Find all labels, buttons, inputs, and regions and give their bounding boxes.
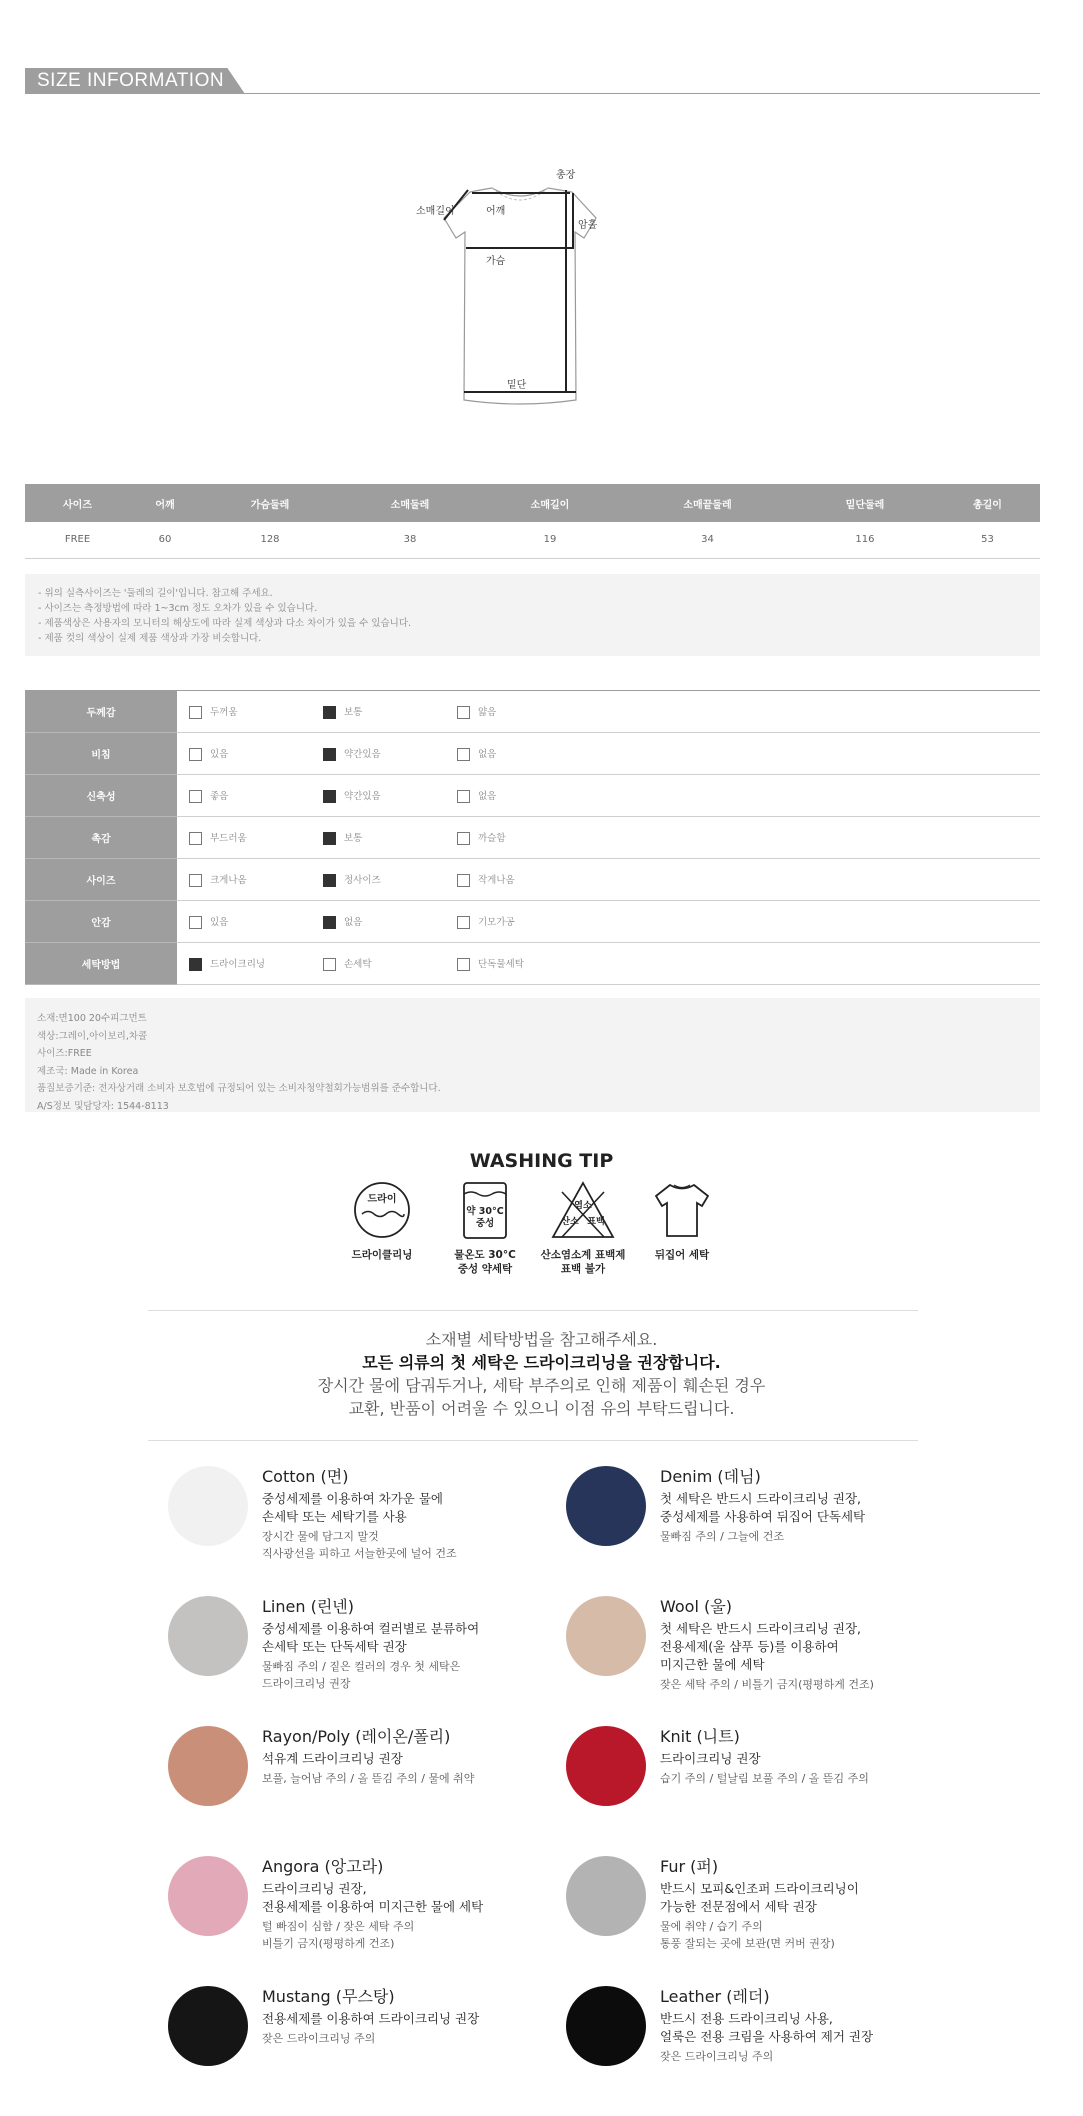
fabric-name: Mustang (무스탕) — [262, 1987, 395, 2006]
water-temp-glyph: 약 30°C — [466, 1206, 504, 1217]
fabric-care-main: 얼룩은 전용 크림을 사용하여 제거 권장 — [660, 2029, 874, 2044]
fabric-swatch — [566, 1466, 646, 1546]
checkbox — [457, 790, 470, 803]
fabric-text — [660, 1466, 980, 1545]
note-line: - 위의 실측사이즈는 '둘레의 길이'입니다. 참고해 주세요. — [38, 588, 273, 599]
info-line: 품질보증기준: 전자상거래 소비자 보호법에 규정되어 있는 소비자청약철회가능범위를 준수합니다. — [37, 1083, 441, 1094]
fabric-item — [168, 1466, 568, 1576]
attribute-option — [311, 788, 445, 803]
fabric-text — [262, 1856, 582, 1952]
message-line: 소재별 세탁방법을 참고해주세요. — [425, 1330, 658, 1349]
attribute-option — [445, 872, 579, 887]
fabric-care-sub — [262, 1528, 582, 1562]
size-notes — [25, 574, 1040, 656]
checkbox-checked — [323, 832, 336, 845]
message-line: 교환, 반품이 어려울 수 있으니 이점 유의 부탁드립니다. — [348, 1399, 735, 1418]
attribute-option — [311, 914, 445, 929]
label-sleeve-length: 소매길이 — [416, 206, 455, 217]
checkbox-checked — [323, 916, 336, 929]
fabric-swatch — [168, 1466, 248, 1546]
attribute-options — [177, 817, 1040, 859]
fabric-name: Denim (데님) — [660, 1467, 761, 1486]
fabric-name: Cotton (면) — [262, 1467, 349, 1486]
fabric-text — [262, 1596, 582, 1692]
fabric-care-sub — [262, 1770, 582, 1787]
fabric-text — [660, 1986, 980, 2065]
option-label: 단독물세탁 — [478, 959, 524, 970]
fabric-care-main: 중성세제를 이용하여 컬러별로 분류하여 — [262, 1621, 480, 1636]
attribute-option — [311, 956, 445, 971]
option-label: 작게나옴 — [478, 875, 515, 886]
attribute-label: 신축성 — [25, 775, 177, 817]
checkbox — [189, 790, 202, 803]
attribute-option — [311, 830, 445, 845]
attribute-row — [25, 901, 1040, 943]
water-temp-icon — [455, 1180, 515, 1240]
option-label: 부드러움 — [210, 833, 247, 844]
wash-icon-item — [612, 1180, 752, 1262]
checkbox — [189, 916, 202, 929]
fabric-care-sub — [660, 1528, 980, 1545]
checkbox-checked — [323, 874, 336, 887]
wash-caption-line: 산소염소계 표백제 — [540, 1249, 626, 1261]
fabric-care-sub — [660, 1770, 980, 1787]
size-cell: FREE — [25, 522, 130, 558]
message-line: 장시간 물에 담궈두거나, 세탁 부주의로 인해 제품이 훼손된 경우 — [317, 1376, 766, 1395]
label-chest: 가슴 — [486, 256, 506, 267]
checkbox — [189, 832, 202, 845]
fabric-care-sub — [262, 1658, 582, 1692]
attribute-option — [311, 746, 445, 761]
fabric-item — [168, 1856, 568, 1966]
option-label: 두꺼움 — [210, 707, 238, 718]
fabric-care-note: 잦은 드라이크리닝 주의 — [262, 2032, 376, 2045]
size-cell: 60 — [130, 522, 200, 558]
checkbox — [457, 706, 470, 719]
checkbox — [189, 874, 202, 887]
fabric-text — [262, 1986, 582, 2047]
fabric-care-note: 잦은 세탁 주의 / 비틀기 금지(평평하게 건조) — [660, 1678, 874, 1691]
attribute-option — [445, 746, 579, 761]
option-label: 보통 — [344, 833, 363, 844]
attribute-option — [311, 872, 445, 887]
attribute-label: 두께감 — [25, 691, 177, 733]
fabric-item — [566, 1466, 966, 1576]
fabric-swatch — [168, 1596, 248, 1676]
note-line: - 제품 컷의 색상이 실제 제품 색상과 가장 비슷합니다. — [38, 633, 262, 644]
fabric-care-note: 비틀기 금지(평평하게 건조) — [262, 1937, 395, 1950]
info-line: A/S정보 및담당자: 1544-8113 — [37, 1100, 169, 1112]
attribute-row — [25, 943, 1040, 985]
attribute-option — [177, 746, 311, 761]
attribute-row — [25, 817, 1040, 859]
fabric-item — [168, 1726, 568, 1836]
attribute-row — [25, 775, 1040, 817]
option-label: 크게나옴 — [210, 875, 247, 886]
bleach-glyph: 표백 — [587, 1217, 605, 1227]
fabric-care-main: 전용세제를 이용하여 드라이크리닝 권장 — [262, 2011, 480, 2026]
size-col-header: 어깨 — [130, 484, 200, 522]
fabric-swatch — [566, 1856, 646, 1936]
option-label: 없음 — [478, 749, 497, 760]
attribute-options — [177, 691, 1040, 733]
fabric-care-note: 드라이크리닝 권장 — [262, 1677, 351, 1690]
table-row — [25, 522, 1040, 558]
checkbox — [457, 832, 470, 845]
attribute-option — [445, 914, 579, 929]
fabric-name: Leather (레더) — [660, 1987, 770, 2006]
fabric-name: Linen (린넨) — [262, 1597, 354, 1616]
checkbox — [457, 874, 470, 887]
option-label: 있음 — [210, 917, 229, 928]
info-line: 제조국: Made in Korea — [37, 1065, 139, 1077]
fabric-text — [660, 1856, 980, 1952]
header-title: SIZE INFORMATION — [37, 70, 225, 91]
size-cell: 34 — [620, 522, 795, 558]
attribute-row — [25, 691, 1040, 733]
option-label: 있음 — [210, 749, 229, 760]
fabric-care-note: 직사광선을 피하고 서늘한곳에 널어 건조 — [262, 1547, 457, 1560]
attribute-options — [177, 775, 1040, 817]
note-line: - 제품색상은 사용자의 모니터의 해상도에 따라 실제 색상과 다소 차이가 있을 수 있습니다. — [38, 618, 412, 629]
size-cell: 38 — [340, 522, 480, 558]
checkbox-checked — [323, 790, 336, 803]
fabric-care-note: 털 빠짐이 심함 / 잦은 세탁 주의 — [262, 1920, 415, 1933]
attribute-options — [177, 943, 1040, 985]
fabric-item — [168, 1986, 568, 2096]
checkbox-checked — [189, 958, 202, 971]
option-label: 손세탁 — [344, 959, 372, 970]
wash-caption: 뒤집어 세탁 — [654, 1249, 710, 1261]
fabric-care-main: 전용세제를 이용하여 미지근한 물에 세탁 — [262, 1899, 484, 1914]
fabric-item — [566, 1726, 966, 1836]
fabric-care-main: 첫 세탁은 반드시 드라이크리닝 권장, — [660, 1491, 861, 1506]
message-line-bold: 모든 의류의 첫 세탁은 드라이크리닝을 권장합니다. — [362, 1353, 721, 1372]
attribute-options — [177, 859, 1040, 901]
fabric-care-main: 첫 세탁은 반드시 드라이크리닝 권장, — [660, 1621, 861, 1636]
fabric-care-main: 가능한 전문점에서 세탁 권장 — [660, 1899, 817, 1914]
fabric-care-main: 손세탁 또는 세탁기를 사용 — [262, 1509, 407, 1524]
attribute-option — [445, 956, 579, 971]
neutral-glyph: 중성 — [475, 1218, 495, 1229]
fabric-care-main: 중성세제를 사용하여 뒤집어 단독세탁 — [660, 1509, 866, 1524]
info-line: 사이즈:FREE — [37, 1048, 92, 1059]
fabric-care-main: 반드시 모피&인조퍼 드라이크리닝이 — [660, 1881, 859, 1896]
fabric-care-sub — [262, 1918, 582, 1952]
fabric-care-note: 통풍 잘되는 곳에 보관(면 커버 권장) — [660, 1937, 835, 1950]
size-cell: 19 — [480, 522, 620, 558]
fabric-swatch — [566, 1596, 646, 1676]
attribute-row — [25, 859, 1040, 901]
note-line: - 사이즈는 측정방법에 따라 1~3cm 정도 오차가 있을 수 있습니다. — [38, 603, 318, 614]
fabric-name: Wool (울) — [660, 1597, 732, 1616]
dry-clean-glyph: 드라이 — [367, 1194, 397, 1205]
fabric-care-main: 전용세제(울 샴푸 등)를 이용하여 — [660, 1639, 839, 1654]
attribute-option — [445, 788, 579, 803]
fabric-item — [566, 1596, 966, 1706]
wash-caption-line: 물온도 30°C — [454, 1249, 516, 1261]
fabric-care-note: 물빠짐 주의 / 짙은 컬러의 경우 첫 세탁은 — [262, 1660, 461, 1673]
attribute-label: 사이즈 — [25, 859, 177, 901]
attribute-option — [311, 704, 445, 719]
attribute-option — [177, 956, 311, 971]
divider — [148, 1310, 918, 1311]
wash-caption-line: 표백 불가 — [560, 1263, 606, 1275]
fabric-care-note: 물빠짐 주의 / 그늘에 건조 — [660, 1530, 784, 1543]
fabric-text — [262, 1726, 582, 1787]
option-label: 얇음 — [478, 707, 497, 718]
fabric-item — [168, 1596, 568, 1706]
size-col-header: 가슴둘레 — [200, 484, 340, 522]
fabric-care-note: 잦은 드라이크리닝 주의 — [660, 2050, 774, 2063]
divider — [148, 1440, 918, 1441]
inside-out-icon — [652, 1180, 712, 1240]
option-label: 보통 — [344, 707, 363, 718]
attribute-label: 비침 — [25, 733, 177, 775]
fabric-swatch — [566, 1726, 646, 1806]
washing-tip-title: WASHING TIP — [469, 1150, 614, 1172]
size-col-header: 밑단둘레 — [795, 484, 935, 522]
fabric-swatch — [566, 1986, 646, 2066]
option-label: 없음 — [478, 791, 497, 802]
option-label: 기모가공 — [478, 917, 515, 928]
product-info — [25, 998, 1040, 1112]
size-table — [25, 484, 1040, 559]
size-table-header — [25, 484, 1040, 522]
size-col-header: 사이즈 — [25, 484, 130, 522]
chlorine-glyph: 염소 — [574, 1201, 592, 1211]
size-cell: 128 — [200, 522, 340, 558]
fabric-care-main: 손세탁 또는 단독세탁 권장 — [262, 1639, 407, 1654]
size-cell: 116 — [795, 522, 935, 558]
section-header — [25, 68, 1040, 94]
checkbox — [323, 958, 336, 971]
size-cell: 53 — [935, 522, 1040, 558]
fabric-swatch — [168, 1986, 248, 2066]
fabric-swatch — [168, 1726, 248, 1806]
fabric-swatch — [168, 1856, 248, 1936]
attribute-label: 안감 — [25, 901, 177, 943]
fabric-care-main: 드라이크리닝 권장, — [262, 1881, 367, 1896]
attribute-option — [177, 914, 311, 929]
header-divider — [25, 93, 1040, 94]
fabric-care-main: 중성세제를 이용하여 차가운 물에 — [262, 1491, 443, 1506]
checkbox-checked — [323, 748, 336, 761]
dry-clean-icon — [352, 1180, 412, 1240]
label-total-length: 총장 — [556, 170, 576, 181]
fabric-care-main: 석유계 드라이크리닝 권장 — [262, 1751, 403, 1766]
fabric-item — [566, 1986, 966, 2096]
fabric-text — [262, 1466, 582, 1562]
attribute-options — [177, 733, 1040, 775]
fabric-attribute-table — [25, 690, 1040, 985]
fabric-care-main: 미지근한 물에 세탁 — [660, 1657, 765, 1672]
size-col-header: 소매길이 — [480, 484, 620, 522]
option-label: 좋음 — [210, 791, 229, 802]
option-label: 까슬함 — [478, 833, 506, 844]
option-label: 약간있음 — [344, 791, 381, 802]
fabric-name: Angora (앙고라) — [262, 1857, 384, 1876]
option-label: 없음 — [344, 917, 363, 928]
fabric-name: Knit (니트) — [660, 1727, 740, 1746]
option-label: 약간있음 — [344, 749, 381, 760]
attribute-option — [177, 788, 311, 803]
info-line: 색상:그레이,아이보리,차콜 — [37, 1030, 148, 1042]
attribute-row — [25, 733, 1040, 775]
checkbox — [457, 916, 470, 929]
oxygen-glyph: 산소 — [561, 1217, 579, 1227]
fabric-text — [660, 1596, 980, 1693]
attribute-label: 촉감 — [25, 817, 177, 859]
washing-message — [0, 1328, 1083, 1420]
fabric-care-sub — [660, 2048, 980, 2065]
checkbox — [189, 748, 202, 761]
fabric-care-main: 드라이크리닝 권장 — [660, 1751, 761, 1766]
size-col-header: 소매둘레 — [340, 484, 480, 522]
fabric-name: Fur (퍼) — [660, 1857, 719, 1876]
label-shoulder: 어깨 — [486, 206, 506, 217]
fabric-care-note: 보풀, 늘어남 주의 / 올 뜯김 주의 / 물에 취약 — [262, 1772, 475, 1785]
fabric-care-sub — [262, 2030, 582, 2047]
attribute-options — [177, 901, 1040, 943]
no-bleach-icon — [550, 1180, 616, 1240]
measurement-diagram — [400, 160, 640, 420]
attribute-label: 세탁방법 — [25, 943, 177, 985]
attribute-option — [177, 704, 311, 719]
attribute-option — [445, 830, 579, 845]
size-col-header: 총길이 — [935, 484, 1040, 522]
fabric-name: Rayon/Poly (레이온/폴리) — [262, 1727, 451, 1746]
fabric-care-note: 장시간 물에 담그지 말것 — [262, 1530, 379, 1543]
fabric-text — [660, 1726, 980, 1787]
fabric-item — [566, 1856, 966, 1966]
wash-caption-line: 중성 약세탁 — [457, 1263, 513, 1275]
fabric-care-sub — [660, 1918, 980, 1952]
info-line: 소재:면100 20수피그먼트 — [37, 1013, 147, 1024]
option-label: 정사이즈 — [344, 875, 381, 886]
checkbox-checked — [323, 706, 336, 719]
option-label: 드라이크리닝 — [210, 959, 266, 970]
attribute-option — [177, 872, 311, 887]
label-hem: 밑단 — [507, 380, 527, 391]
fabric-care-main: 반드시 전용 드라이크리닝 사용, — [660, 2011, 833, 2026]
fabric-care-sub — [660, 1676, 980, 1693]
checkbox — [457, 748, 470, 761]
checkbox — [457, 958, 470, 971]
attribute-option — [177, 830, 311, 845]
checkbox — [189, 706, 202, 719]
attribute-option — [445, 704, 579, 719]
label-armhole: 암홀 — [578, 220, 598, 231]
size-col-header: 소매끝둘레 — [620, 484, 795, 522]
fabric-care-note: 물에 취약 / 습기 주의 — [660, 1920, 763, 1933]
fabric-care-note: 습기 주의 / 털날림 보풀 주의 / 올 뜯김 주의 — [660, 1772, 869, 1785]
wash-caption: 드라이클리닝 — [351, 1249, 413, 1261]
